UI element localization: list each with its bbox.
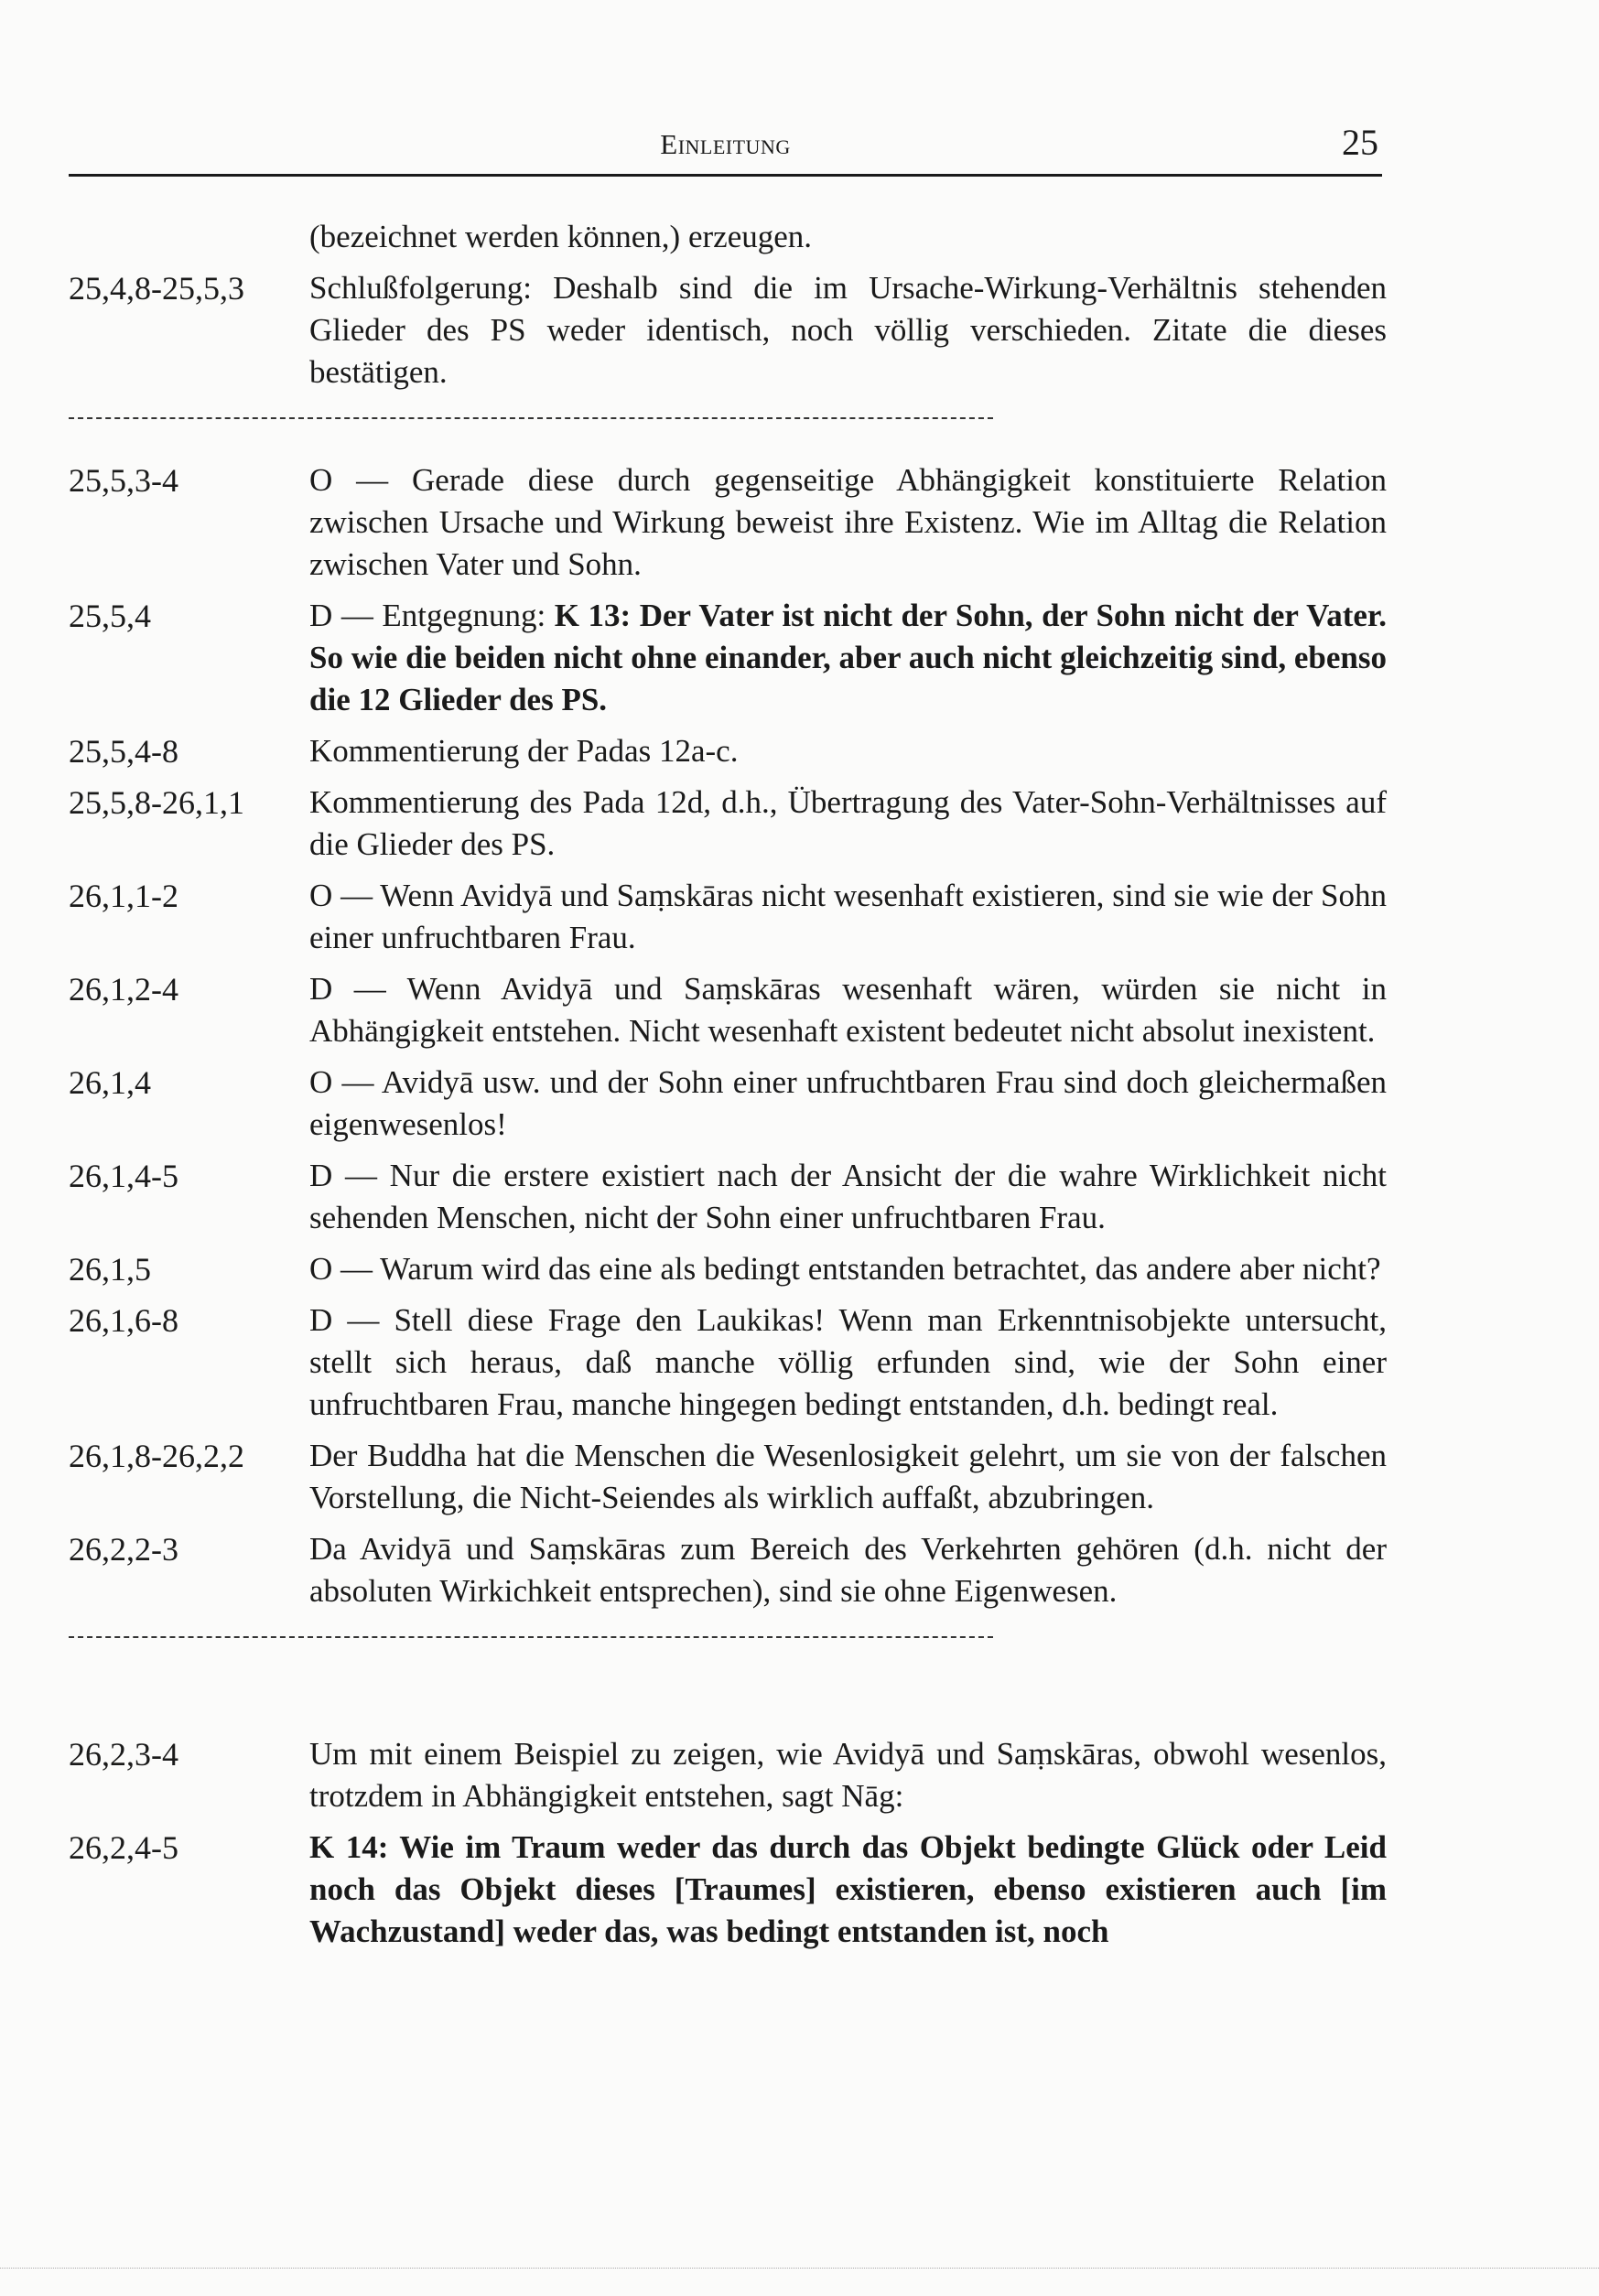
entry-row xyxy=(69,1528,1387,1612)
entry-row xyxy=(69,459,1387,586)
entry-row xyxy=(69,1299,1387,1426)
entry-text-plain: Der Buddha hat die Menschen die Wesenlosigkeit gelehrt, um sie von der falschen Vorstellung, die Nicht-Seiendes als wirklich auffaßt, abzubringen. xyxy=(309,1438,1387,1515)
entry-row xyxy=(69,1062,1387,1146)
entry-row xyxy=(69,216,1387,258)
entry-row xyxy=(69,875,1387,959)
entry-text xyxy=(309,1827,1387,1953)
entry-reference: 26,1,4-5 xyxy=(69,1158,178,1194)
entry-reference: 25,5,4 xyxy=(69,598,151,634)
entry-text xyxy=(309,1062,1387,1146)
entry-reference: 26,2,3-4 xyxy=(69,1736,178,1773)
entry-text xyxy=(309,782,1387,866)
entry-text-plain: D — Stell diese Frage den Laukikas! Wenn man Erkenntnisobjekte untersucht, stellt sich heraus, daß manche völlig erfunden sind, wie der Sohn einer unfruchtbaren Frau, manche hingegen bedingt entstanden, d.h. bedingt real. xyxy=(309,1302,1387,1422)
entry-text xyxy=(309,1155,1387,1239)
entry-text xyxy=(309,1248,1387,1290)
section-divider xyxy=(69,1636,993,1638)
entry-text-plain: O — Warum wird das eine als bedingt entstanden betrachtet, das andere aber nicht? xyxy=(309,1251,1381,1287)
entry-row xyxy=(69,730,1387,772)
section-divider xyxy=(69,417,993,419)
entry-text xyxy=(309,1299,1387,1426)
entry-text xyxy=(309,968,1387,1052)
entry-text xyxy=(309,730,1387,772)
entry-reference: 26,1,8-26,2,2 xyxy=(69,1438,244,1474)
entry-reference: 26,2,2-3 xyxy=(69,1531,178,1568)
entry-text-plain: O — Avidyā usw. und der Sohn einer unfruchtbaren Frau sind doch gleichermaßen eigenwesenlos! xyxy=(309,1064,1387,1142)
entry-row xyxy=(69,1733,1387,1817)
entry-text xyxy=(309,875,1387,959)
entry-text-plain: O — Gerade diese durch gegenseitige Abhängigkeit konstituierte Relation zwischen Ursache und Wirkung beweist ihre Existenz. Wie im Alltag die Relation zwischen Vater und Sohn. xyxy=(309,462,1387,582)
entry-row xyxy=(69,782,1387,866)
entry-row xyxy=(69,1827,1387,1953)
entry-text-plain: O — Wenn Avidyā und Saṃskāras nicht wesenhaft existieren, sind sie wie der Sohn einer unfruchtbaren Frau. xyxy=(309,878,1387,955)
running-title: Einleitung xyxy=(660,128,791,160)
entry-group-c xyxy=(69,1733,1387,1953)
entry-text-plain: Schlußfolgerung: Deshalb sind die im Ursache-Wirkung-Verhältnis stehenden Glieder des PS weder identisch, noch völlig verschieden. Zitate die dieses bestätigen. xyxy=(309,270,1387,390)
entry-text xyxy=(309,216,1387,258)
page-number: 25 xyxy=(1342,122,1378,163)
scan-bottom-edge xyxy=(0,2268,1599,2287)
entry-reference: 25,4,8-25,5,3 xyxy=(69,270,244,307)
page-header xyxy=(69,121,1382,177)
entry-row xyxy=(69,267,1387,393)
entry-row xyxy=(69,595,1387,721)
entry-text xyxy=(309,1733,1387,1817)
entry-text-prefix: D — Entgegnung: xyxy=(309,598,555,633)
entry-row xyxy=(69,1248,1387,1290)
entry-text-plain: (bezeichnet werden können,) erzeugen. xyxy=(309,219,813,254)
entry-group-b xyxy=(69,459,1387,1612)
entry-text-bold: K 13: Der Vater ist nicht der Sohn, der Sohn nicht der Vater. So wie die beiden nicht ohne einander, aber auch nicht gleichzeitig sind, ebenso die 12 Glieder des PS. xyxy=(309,598,1387,717)
entry-reference: 26,1,5 xyxy=(69,1251,151,1288)
entry-text-plain: D — Nur die erstere existiert nach der Ansicht der die wahre Wirklichkeit nicht sehenden Menschen, nicht der Sohn einer unfruchtbaren Frau. xyxy=(309,1158,1387,1235)
entry-text xyxy=(309,1435,1387,1519)
entry-reference: 26,1,4 xyxy=(69,1064,151,1101)
entry-text-plain: Kommentierung der Padas 12a-c. xyxy=(309,733,739,769)
entry-text-plain: Kommentierung des Pada 12d, d.h., Übertragung des Vater-Sohn-Verhältnisses auf die Glieder des PS. xyxy=(309,784,1387,862)
entry-text xyxy=(309,267,1387,393)
entry-reference: 26,2,4-5 xyxy=(69,1829,178,1866)
entry-text xyxy=(309,595,1387,721)
entry-row xyxy=(69,968,1387,1052)
entry-reference: 26,1,6-8 xyxy=(69,1302,178,1339)
entry-reference: 25,5,8-26,1,1 xyxy=(69,784,244,821)
entry-text-plain: Da Avidyā und Saṃskāras zum Bereich des Verkehrten gehören (d.h. nicht der absoluten Wirkichkeit entsprechen), sind sie ohne Eigenwesen. xyxy=(309,1531,1387,1609)
entry-reference: 26,1,2-4 xyxy=(69,971,178,1008)
entry-text xyxy=(309,459,1387,586)
entry-text xyxy=(309,1528,1387,1612)
entry-reference: 26,1,1-2 xyxy=(69,878,178,914)
body-area xyxy=(69,216,1387,1962)
entry-reference: 25,5,3-4 xyxy=(69,462,178,499)
entry-reference: 25,5,4-8 xyxy=(69,733,178,770)
entry-text-plain: D — Wenn Avidyā und Saṃskāras wesenhaft wären, würden sie nicht in Abhängigkeit entstehen. Nicht wesenhaft existent bedeutet nicht absolut inexistent. xyxy=(309,971,1387,1049)
entry-row xyxy=(69,1155,1387,1239)
entry-text-bold: K 14: Wie im Traum weder das durch das Objekt bedingte Glück oder Leid noch das Objekt dieses [Traumes] existieren, ebenso existieren auch [im Wachzustand] weder das, was bedingt entstanden ist, noch xyxy=(309,1829,1387,1949)
entry-row xyxy=(69,1435,1387,1519)
entry-group-a xyxy=(69,216,1387,393)
entry-text-plain: Um mit einem Beispiel zu zeigen, wie Avidyā und Saṃskāras, obwohl wesenlos, trotzdem in Abhängigkeit entstehen, sagt Nāg: xyxy=(309,1736,1387,1814)
